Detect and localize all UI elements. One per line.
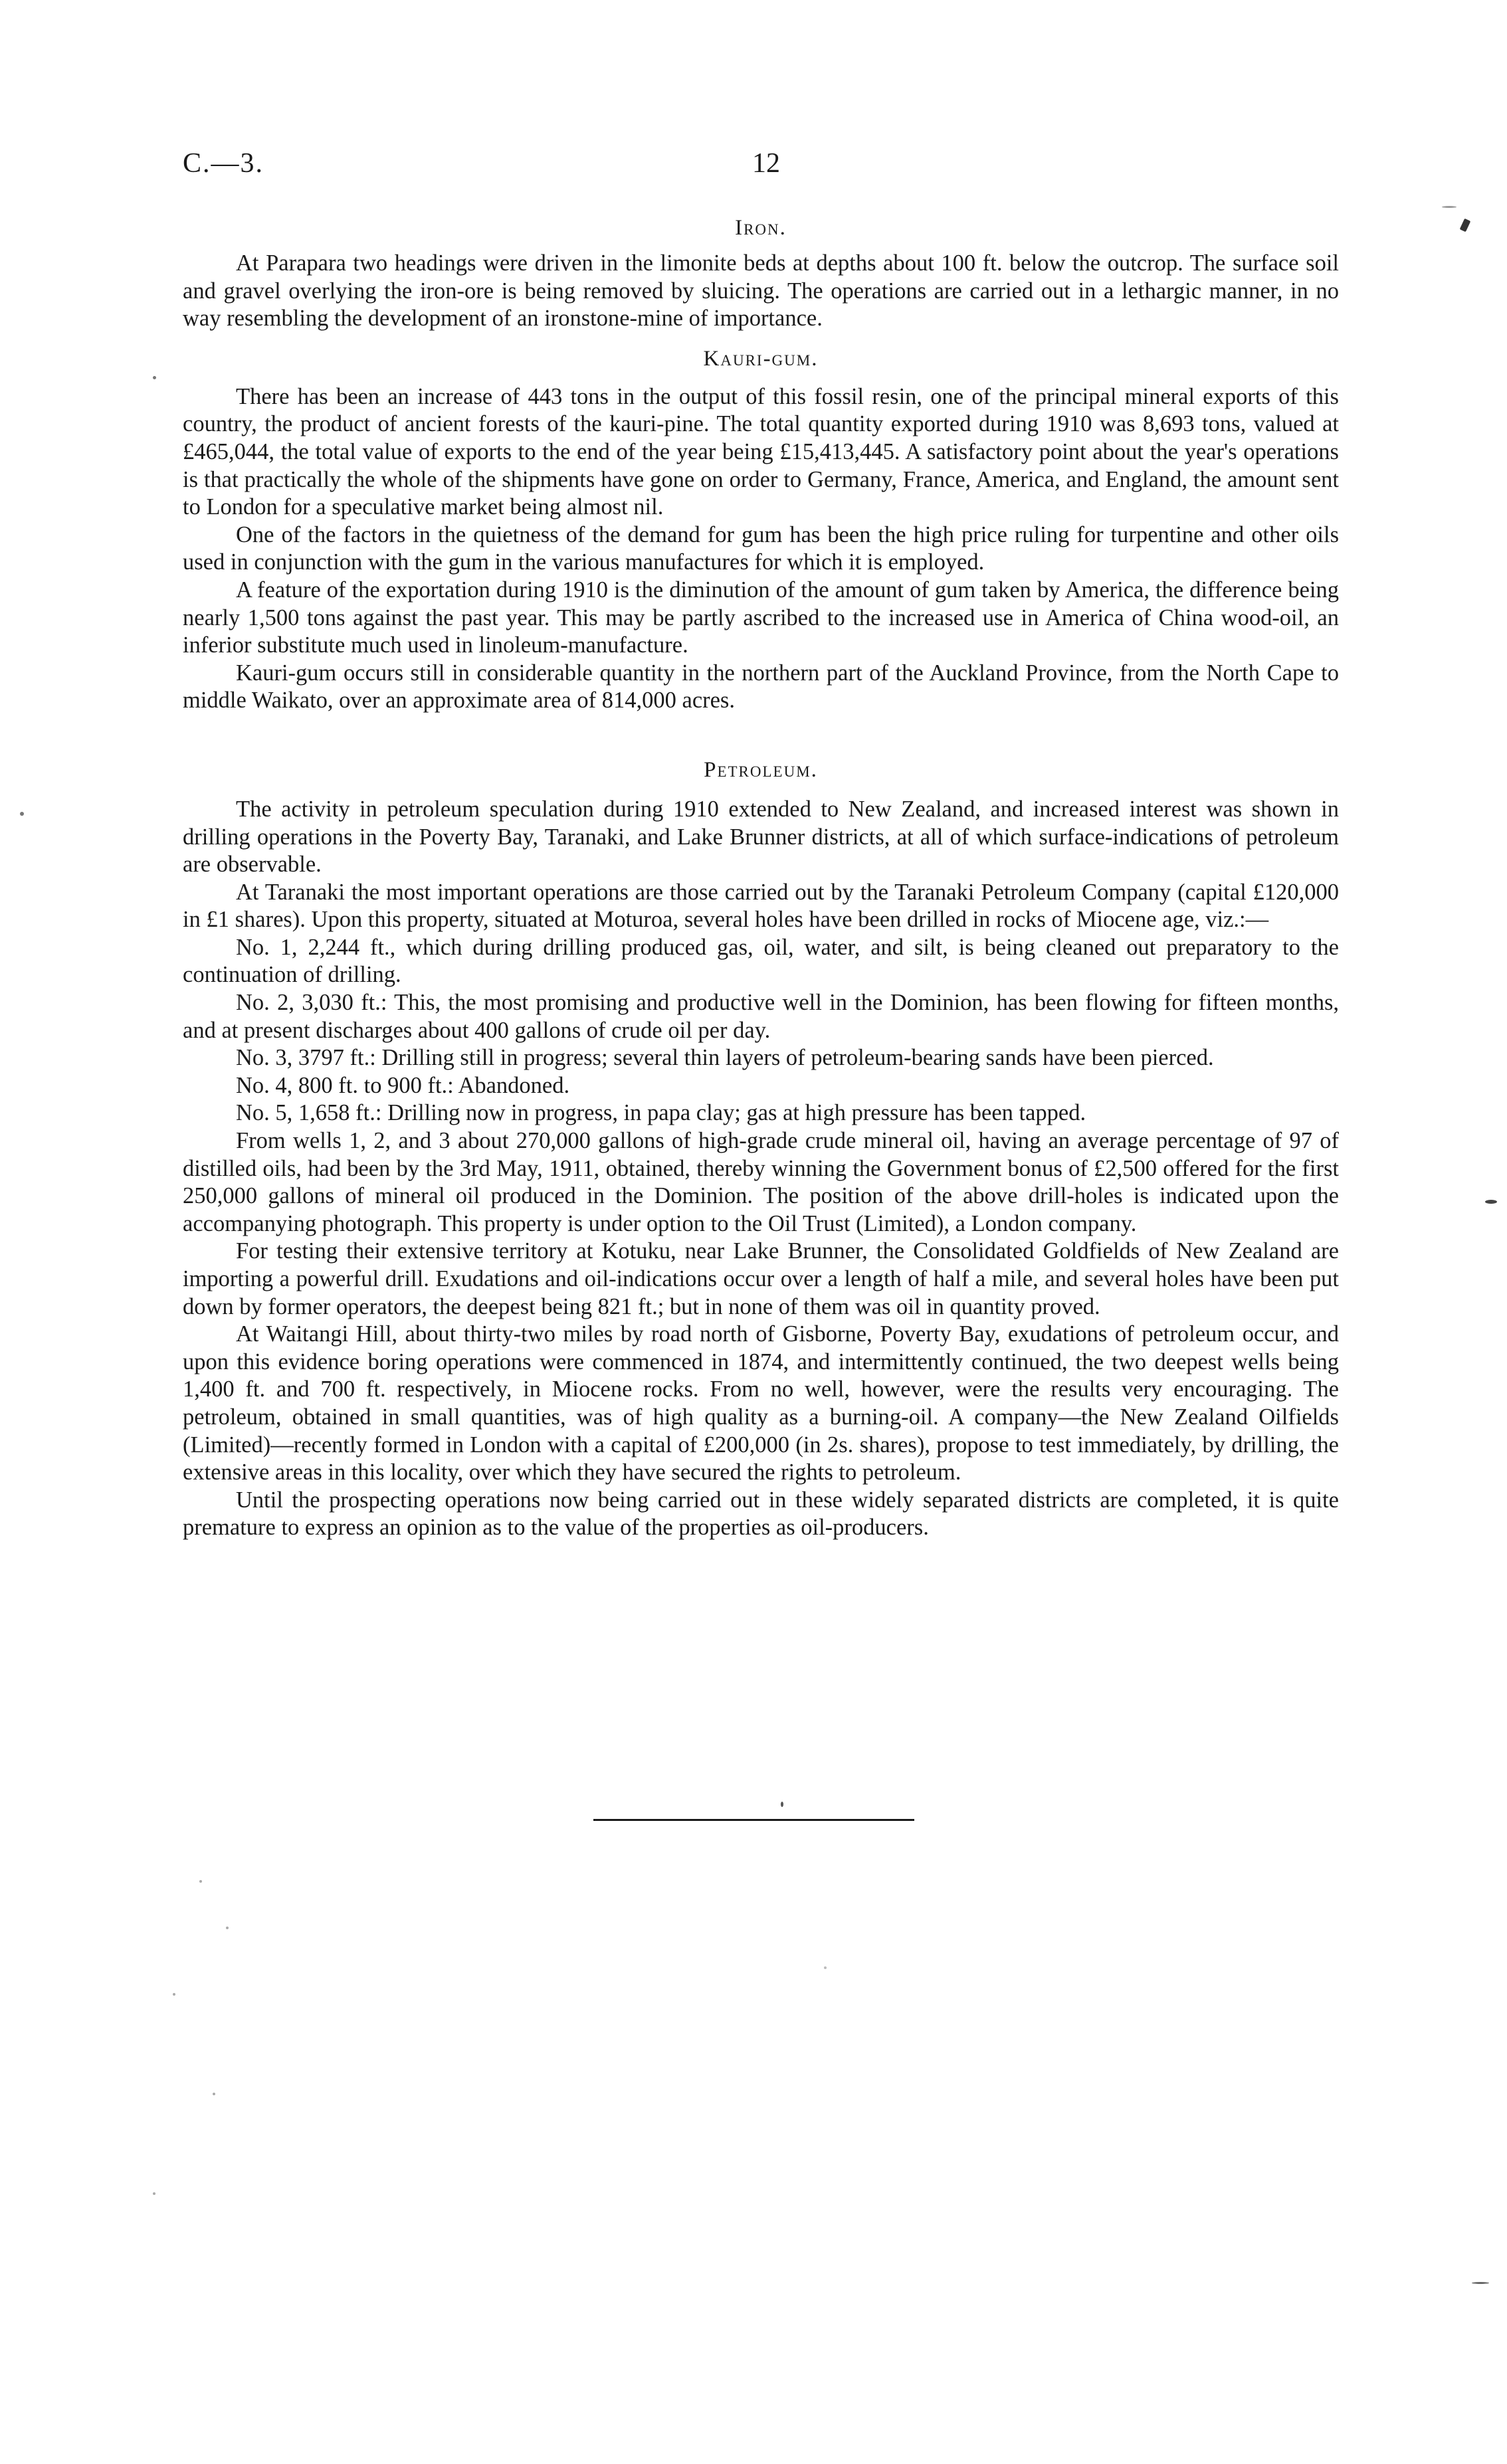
scan-speck xyxy=(824,1966,827,1969)
page-body xyxy=(183,211,1339,1542)
paragraph: A feature of the exportation during 1910 is the diminution of the amount of gum taken by America, the difference being nearly 1,500 tons against the past year. This may be partly ascribed to the increased use in America of China wood-oil, an inferior substitute much used in linoleum-manufacture. xyxy=(183,577,1339,658)
paragraph: At Waitangi Hill, about thirty-two miles by road north of Gisborne, Poverty Bay, exudations of petroleum occur, and upon this evidence boring operations were commenced in 1874, and intermittently continued, the two deepest wells being 1,400 ft. and 700 ft. respectively, in Miocene rocks. From no well, however, were the results very encouraging. The petroleum, obtained in small quantities, was of high quality as a burning-oil. A company—the New Zealand Oilfields (Limited)—recently formed in London with a capital of £200,000 (in 2s. shares), propose to test immediately, by drilling, the extensive areas in this locality, over which they have secured the rights to petroleum. xyxy=(183,1321,1339,1485)
end-rule xyxy=(593,1819,914,1821)
scan-speck xyxy=(213,2093,215,2095)
paragraph: Until the prospecting operations now being carried out in these widely separated districts are completed, it is quite premature to express an opinion as to the value of the properties as oil-producers. xyxy=(183,1487,1339,1541)
well-entry: No. 1, 2,244 ft., which during drilling produced gas, oil, water, and silt, is being cleaned out preparatory to the continuation of drilling. xyxy=(183,934,1339,988)
section-iron xyxy=(183,211,1339,333)
scan-speck xyxy=(153,376,156,379)
paragraph: From wells 1, 2, and 3 about 270,000 gallons of high-grade crude mineral oil, having an average percentage of 97 of distilled oils, had been by the 3rd May, 1911, obtained, thereby winning the Government bonus of £2,500 offered for the first 250,000 gallons of mineral oil produced in the Dominion. The position of the above drill-holes is indicated upon the accompanying photograph. This property is under option to the Oil Trust (Limited), a London company. xyxy=(183,1128,1339,1236)
well-entry: No. 3, 3797 ft.: Drilling still in progress; several thin layers of petroleum-bearing sands have been pierced. xyxy=(236,1045,1214,1071)
well-entry: No. 2, 3,030 ft.: This, the most promising and productive well in the Dominion, has been flowing for fifteen months, and at present discharges about 400 gallons of crude oil per day. xyxy=(183,990,1339,1043)
document-reference: C.—3. xyxy=(183,148,264,179)
scan-speck xyxy=(173,1993,175,1996)
scan-speck xyxy=(1460,219,1471,233)
paragraph: There has been an increase of 443 tons in the output of this fossil resin, one of the principal mineral exports of this country, the product of ancient forests of the kauri-pine. The total quantity exported during 1910 was 8,693 tons, valued at £465,044, the total value of exports to the end of the year being £15,413,445. A satisfactory point about the year's operations is that practically the whole of the shipments have gone on order to Germany, France, America, and England, the amount sent to London for a speculative market being almost nil. xyxy=(183,383,1339,520)
scan-speck xyxy=(226,1927,229,1929)
section-heading-iron: Iron. xyxy=(735,216,787,240)
section-petroleum xyxy=(183,753,1339,1542)
page-header xyxy=(183,147,1339,187)
scan-speck xyxy=(781,1802,783,1807)
scan-speck xyxy=(199,1880,202,1883)
paragraph: One of the factors in the quietness of the demand for gum has been the high price ruling for turpentine and other oils used in conjunction with the gum in the various manufactures for which it is employed. xyxy=(183,521,1339,575)
scan-speck xyxy=(1442,206,1457,208)
scan-speck xyxy=(20,812,24,816)
well-entry: No. 5, 1,658 ft.: Drilling now in progress, in papa clay; gas at high pressure has been tapped. xyxy=(236,1100,1086,1126)
page-number: 12 xyxy=(752,148,780,179)
scan-speck xyxy=(1472,2282,1489,2284)
scan-speck xyxy=(153,2192,155,2195)
section-kauri-gum xyxy=(183,342,1339,715)
scan-speck xyxy=(1485,1200,1497,1204)
paragraph: The activity in petroleum speculation during 1910 extended to New Zealand, and increased interest was shown in drilling operations in the Poverty Bay, Taranaki, and Lake Brunner districts, at all of which surface-indications of petroleum are observable. xyxy=(183,796,1339,878)
section-heading-kauri-gum: Kauri-gum. xyxy=(703,346,819,371)
paragraph: At Parapara two headings were driven in the limonite beds at depths about 100 ft. below the outcrop. The surface soil and gravel overlying the iron-ore is being removed by sluicing. The operations are carried out in a lethargic manner, in no way resembling the development of an ironstone-mine of importance. xyxy=(183,250,1339,332)
well-entry: No. 4, 800 ft. to 900 ft.: Abandoned. xyxy=(236,1072,570,1098)
section-heading-petroleum: Petroleum. xyxy=(704,757,818,782)
paragraph: Kauri-gum occurs still in considerable quantity in the northern part of the Auckland Province, from the North Cape to middle Waikato, over an approximate area of 814,000 acres. xyxy=(183,660,1339,713)
paragraph: For testing their extensive territory at Kotuku, near Lake Brunner, the Consolidated Goldfields of New Zealand are importing a powerful drill. Exudations and oil-indications occur over a length of half a mile, and several holes have been put down by former operators, the deepest being 821 ft.; but in none of them was oil in quantity proved. xyxy=(183,1238,1339,1319)
paragraph: At Taranaki the most important operations are those carried out by the Taranaki Petroleum Company (capital £120,000 in £1 shares). Upon this property, situated at Moturoa, several holes have been drilled in rocks of Miocene age, viz.:— xyxy=(183,879,1339,933)
